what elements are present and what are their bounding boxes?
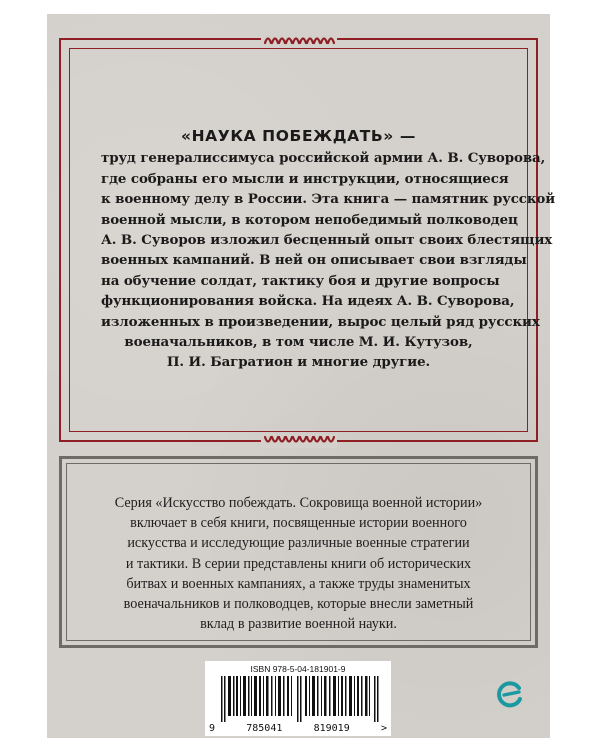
series-line: вклад в развитие военной науки. (200, 616, 397, 633)
series-line: включает в себя книги, посвященные истории военного (130, 515, 467, 532)
annotation-frame (59, 38, 556, 442)
annotation-line: А. В. Суворов изложил бесценный опыт своих блестящих (101, 232, 553, 249)
isbn-barcode (205, 661, 391, 736)
wave-ornament-icon (261, 32, 337, 46)
annotation-line: П. И. Багратион и многие другие. (166, 354, 431, 371)
barcode-digits (207, 723, 389, 734)
barcode-digit-group: 819019 (313, 723, 350, 734)
barcode-bars (221, 676, 381, 722)
book-back-cover (47, 14, 556, 738)
wave-ornament-icon (261, 434, 337, 448)
barcode-digit-group: 9 (209, 723, 216, 734)
annotation-line: на обучение солдат, тактику боя и другие вопросы (101, 272, 500, 289)
annotation-line: изложенных в произведении, вырос целый ряд русских (101, 313, 540, 330)
series-description (70, 493, 527, 634)
annotation-line: военных кампаний. В ней он описывает свои взгляды (101, 252, 527, 269)
series-line: искусства и исследующие различные военные стратегии (127, 535, 470, 552)
annotation-line: военной мысли, в котором непобедимый полководец (101, 211, 518, 228)
annotation-line: где собраны его мысли и инструкции, относящиеся (101, 170, 509, 187)
series-line: битвах и военных кампаниях, а также труды знаменитых (126, 575, 471, 592)
series-line: и тактики. В серии представлены книги об исторических (125, 555, 472, 572)
annotation-line: военачальников, в том числе М. И. Кутузов, (124, 334, 473, 351)
isbn-number: ISBN 978-5-04-181901-9 (250, 664, 346, 674)
book-title: «НАУКА ПОБЕЖДАТЬ» — (180, 127, 416, 145)
annotation-text (101, 126, 556, 373)
barcode-digit-group: > (380, 723, 387, 734)
series-line: военачальников и полководцев, которые внесли заметный (123, 596, 474, 613)
annotation-line: труд генералиссимуса российской армии А. В. Суворова, (101, 150, 546, 167)
series-description-box (59, 456, 538, 648)
series-line: Серия «Искусство побеждать. Сокровища военной истории» (114, 495, 483, 511)
annotation-line: к военному делу в России. Эта книга — памятник русской (101, 191, 556, 208)
annotation-line: функционирования войска. На идеях А. В. Суворова, (101, 293, 515, 310)
barcode-digit-group: 785041 (246, 723, 283, 734)
eksmo-logo-icon (495, 679, 525, 709)
